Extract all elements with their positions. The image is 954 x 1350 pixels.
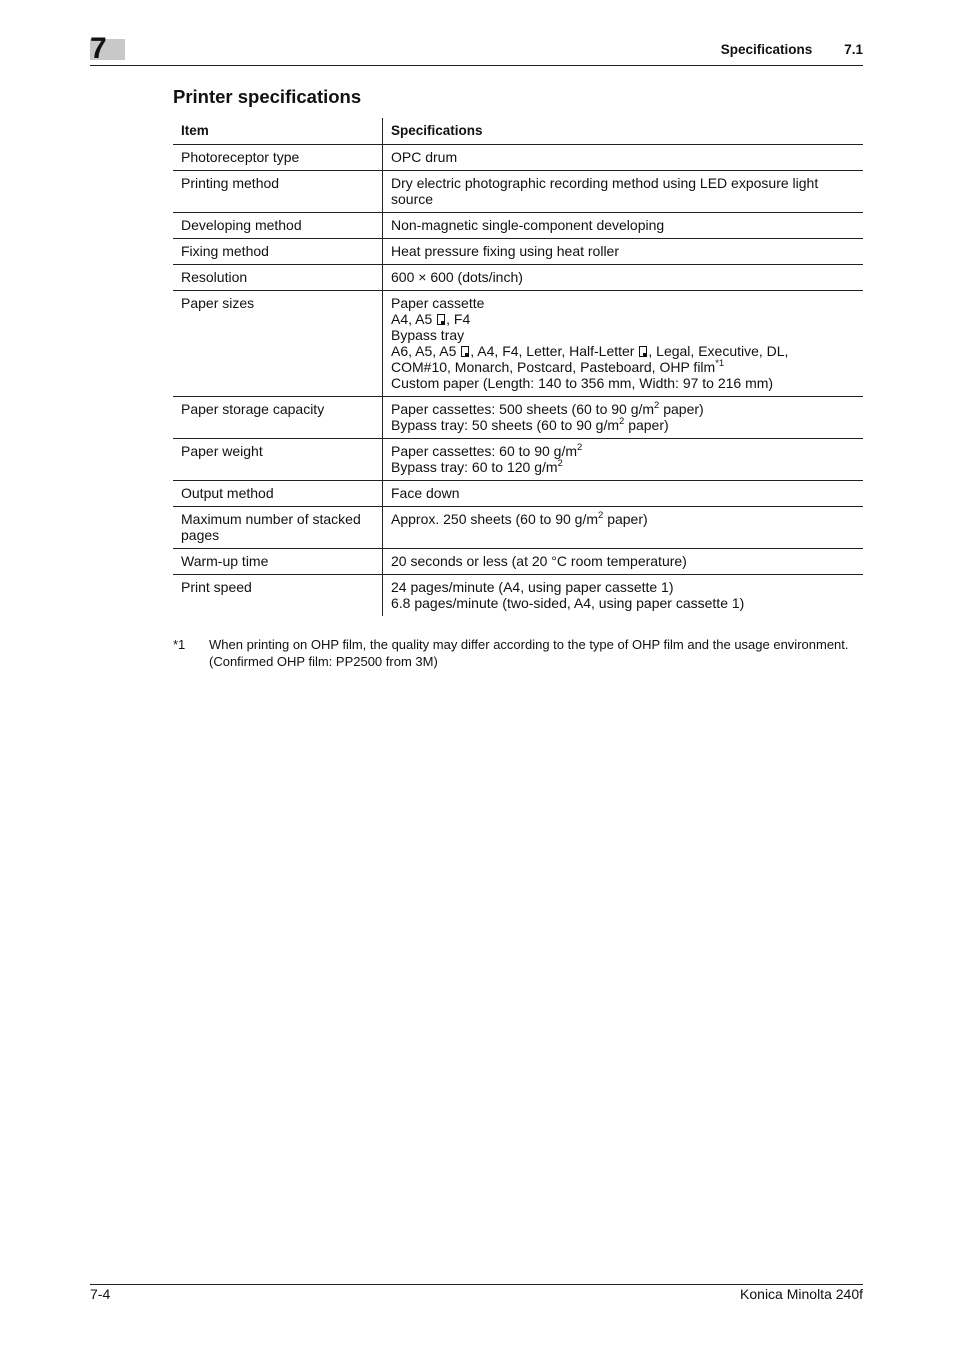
superscript: 2 bbox=[557, 458, 563, 469]
item-cell: Paper sizes bbox=[173, 291, 383, 397]
spec-cell: Non-magnetic single-component developing bbox=[383, 213, 864, 239]
product-name: Konica Minolta 240f bbox=[740, 1286, 863, 1302]
spec-line: 24 pages/minute (A4, using paper cassette 1) bbox=[391, 579, 674, 595]
spec-line: Paper cassette bbox=[391, 295, 485, 311]
item-cell: Printing method bbox=[173, 171, 383, 213]
header-rule bbox=[90, 65, 863, 66]
superscript: 2 bbox=[619, 416, 625, 427]
spec-cell: Dry electric photographic recording method using LED exposure light source bbox=[383, 171, 864, 213]
portrait-paper-icon bbox=[437, 314, 445, 325]
spec-line bbox=[391, 459, 855, 475]
spec-text: Paper cassettes: 60 to 90 g/m bbox=[391, 443, 577, 459]
spec-text: Bypass tray: 60 to 120 g/m bbox=[391, 459, 558, 475]
table-row bbox=[173, 239, 863, 265]
table-row bbox=[173, 549, 863, 575]
section-title: Specifications bbox=[720, 42, 813, 57]
spec-line: Bypass tray bbox=[391, 327, 465, 343]
spec-line bbox=[391, 311, 855, 327]
item-cell: Resolution bbox=[173, 265, 383, 291]
item-cell: Maximum number of stacked pages bbox=[173, 507, 383, 549]
portrait-paper-icon bbox=[639, 346, 647, 357]
footnote bbox=[173, 636, 863, 670]
superscript: 2 bbox=[577, 442, 583, 453]
spec-cell bbox=[383, 439, 864, 481]
footnote-ref: *1 bbox=[715, 358, 725, 369]
footnote-text: When printing on OHP film, the quality may differ according to the type of OHP film and the usage environment. (Confirmed OHP film: PP2500 from 3M) bbox=[209, 637, 849, 669]
table-row bbox=[173, 439, 863, 481]
table-row bbox=[173, 291, 863, 397]
spec-cell bbox=[383, 575, 864, 617]
item-cell: Developing method bbox=[173, 213, 383, 239]
page-number: 7-4 bbox=[90, 1286, 111, 1302]
spec-text: A6, A5, A5 bbox=[391, 343, 457, 359]
spec-text: paper) bbox=[624, 417, 669, 433]
spec-cell bbox=[383, 291, 864, 397]
item-cell: Warm-up time bbox=[173, 549, 383, 575]
table-row bbox=[173, 213, 863, 239]
printer-spec-table bbox=[173, 118, 863, 616]
spec-text: A4, A5 bbox=[391, 311, 433, 327]
spec-cell: Heat pressure fixing using heat roller bbox=[383, 239, 864, 265]
item-cell: Paper weight bbox=[173, 439, 383, 481]
item-cell: Fixing method bbox=[173, 239, 383, 265]
spec-cell: 600 × 600 (dots/inch) bbox=[383, 265, 864, 291]
spec-line bbox=[391, 359, 855, 375]
column-header-item: Item bbox=[173, 118, 383, 145]
table-row bbox=[173, 171, 863, 213]
spec-text: paper) bbox=[659, 401, 704, 417]
spec-text: paper) bbox=[603, 511, 648, 527]
item-cell: Output method bbox=[173, 481, 383, 507]
superscript: 2 bbox=[598, 510, 604, 521]
footnote-mark: *1 bbox=[173, 637, 186, 652]
chapter-number: 7 bbox=[90, 32, 107, 65]
page-title: Printer specifications bbox=[173, 86, 362, 107]
item-cell: Paper storage capacity bbox=[173, 397, 383, 439]
footer-rule bbox=[90, 1284, 863, 1285]
spec-text: Bypass tray: 50 sheets (60 to 90 g/m bbox=[391, 417, 620, 433]
spec-line: 6.8 pages/minute (two-sided, A4, using paper cassette 1) bbox=[391, 595, 745, 611]
spec-cell: 20 seconds or less (at 20 °C room temperature) bbox=[383, 549, 864, 575]
column-header-specifications: Specifications bbox=[383, 118, 864, 145]
spec-text: Paper cassettes: 500 sheets (60 to 90 g/m bbox=[391, 401, 655, 417]
spec-cell bbox=[383, 397, 864, 439]
item-cell: Print speed bbox=[173, 575, 383, 617]
spec-line bbox=[391, 401, 855, 417]
table-row bbox=[173, 481, 863, 507]
spec-text: , Legal, Executive, DL, bbox=[648, 343, 789, 359]
table-row bbox=[173, 507, 863, 549]
spec-cell: Face down bbox=[383, 481, 864, 507]
spec-text: Approx. 250 sheets (60 to 90 g/m bbox=[391, 511, 599, 527]
section-number: 7.1 bbox=[844, 42, 863, 57]
running-header bbox=[721, 42, 863, 57]
spec-line bbox=[391, 343, 855, 359]
portrait-paper-icon bbox=[461, 346, 469, 357]
spec-line bbox=[391, 511, 855, 527]
spec-line: Custom paper (Length: 140 to 356 mm, Width: 97 to 216 mm) bbox=[391, 375, 774, 391]
spec-cell bbox=[383, 507, 864, 549]
item-cell: Photoreceptor type bbox=[173, 145, 383, 171]
spec-text: , A4, F4, Letter, Half-Letter bbox=[470, 343, 635, 359]
table-row bbox=[173, 397, 863, 439]
table-header-row bbox=[173, 118, 863, 145]
table-row bbox=[173, 575, 863, 617]
spec-line bbox=[391, 443, 855, 459]
spec-line bbox=[391, 417, 855, 433]
spec-text: , F4 bbox=[446, 311, 471, 327]
table-row bbox=[173, 265, 863, 291]
superscript: 2 bbox=[654, 400, 660, 411]
spec-cell: OPC drum bbox=[383, 145, 864, 171]
table-row bbox=[173, 145, 863, 171]
spec-text: COM#10, Monarch, Postcard, Pasteboard, OHP film bbox=[391, 359, 716, 375]
